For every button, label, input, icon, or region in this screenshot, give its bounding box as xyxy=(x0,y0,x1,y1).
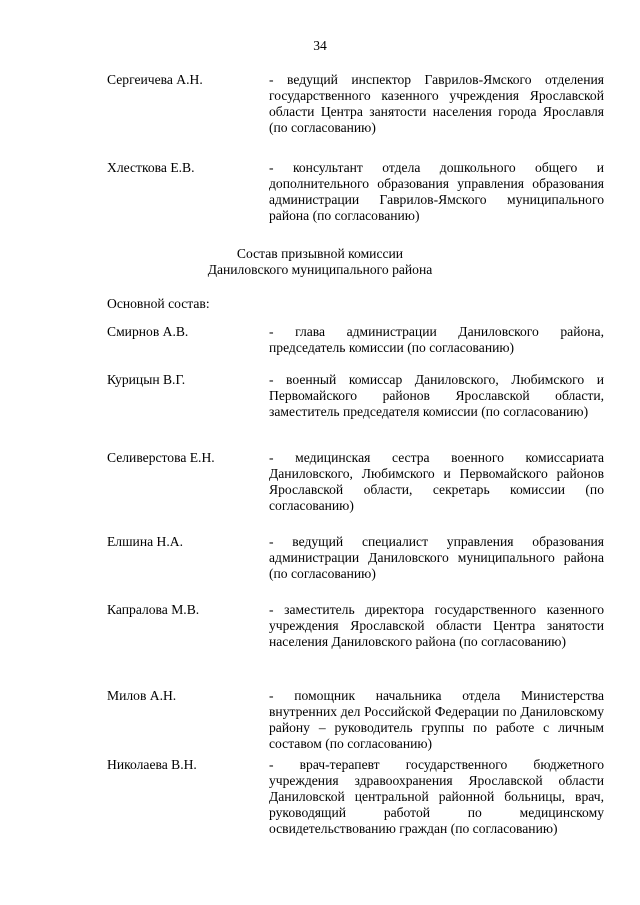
member-name: Хлесткова Е.В. xyxy=(107,160,195,175)
member-role: - глава администрации Даниловского района, председатель комиссии (по согласованию) xyxy=(269,324,604,355)
main-composition-label: Основной состав: xyxy=(107,296,210,311)
member-role: - врач-терапевт государственного бюджетного учреждения здравоохранения Ярославской области Даниловской центральной районной больницы, врач, руководящий работой по медицинскому освидетельствованию граждан (по согласованию) xyxy=(269,757,604,836)
member-name: Капралова М.В. xyxy=(107,602,200,617)
member-name: Смирнов А.В. xyxy=(107,324,189,339)
member-name: Николаева В.Н. xyxy=(107,757,197,772)
member-role: - ведущий инспектор Гаврилов-Ямского отделения государственного казенного учреждения Ярославской области Центра занятости населения города Ярославля (по согласованию) xyxy=(269,72,604,135)
page-number: 34 xyxy=(313,38,327,53)
member-role: - ведущий специалист управления образования администрации Даниловского муниципального района (по согласованию) xyxy=(269,534,604,581)
section-subtitle: Даниловского муниципального района xyxy=(207,262,433,277)
member-role: - заместитель директора государственного казенного учреждения Ярославской области Центра занятости населения Даниловского района (по согласованию) xyxy=(269,602,604,649)
member-role: - военный комиссар Даниловского, Любимского и Первомайского районов Ярославской области, заместитель председателя комиссии (по согласованию) xyxy=(269,372,604,419)
member-role: - консультант отдела дошкольного общего и дополнительного образования управления образования администрации Гаврилов-Ямского муниципального района (по согласованию) xyxy=(269,160,604,223)
member-name: Сергеичева А.Н. xyxy=(107,72,203,87)
member-name: Елшина Н.А. xyxy=(107,534,183,549)
member-name: Селиверстова Е.Н. xyxy=(107,450,215,465)
member-role: - помощник начальника отдела Министерства внутренних дел Российской Федерации по Даниловскому району – руководитель группы по работе с личным составом (по согласованию) xyxy=(269,688,604,751)
member-role: - медицинская сестра военного комиссариата Даниловского, Любимского и Первомайского районов Ярославской области, секретарь комиссии (по согласованию) xyxy=(269,450,604,513)
member-name: Курицын В.Г. xyxy=(107,372,186,387)
member-name: Милов А.Н. xyxy=(107,688,177,703)
section-title: Состав призывной комиссии xyxy=(236,246,404,261)
